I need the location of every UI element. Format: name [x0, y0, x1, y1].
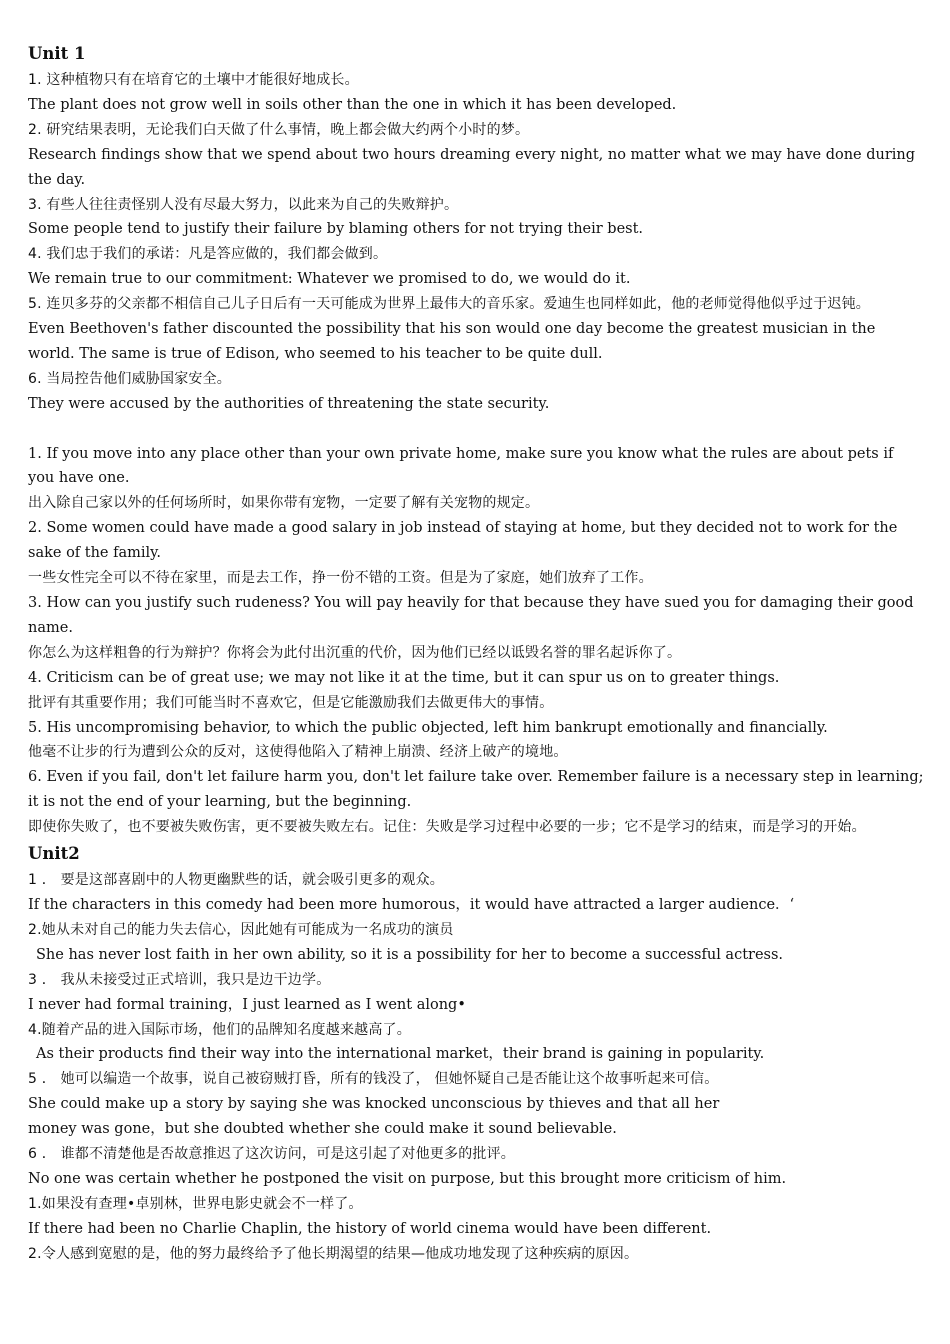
sentence-zh: 一些女性完全可以不待在家里，而是去工作，挣一份不错的工资。但是为了家庭，她们放弃了工作。	[28, 570, 653, 587]
sentence-zh: 你怎么为这样粗鲁的行为辩护？你将会为此付出沉重的代价，因为他们已经以诋毁名誉的罪名起诉你了。	[28, 644, 682, 661]
sentence-zh: 5 ． 她可以编造一个故事，说自己被窃贼打昏，所有的钱没了， 但她怀疑自己是否能让这个故事听起来可信。	[28, 1071, 719, 1088]
unit1-translation-section-1	[28, 68, 924, 417]
sentence-zh: 2.令人感到宽慰的是，他的努力最终给予了他长期渴望的结果—他成功地发现了这种疾病的原因。	[28, 1245, 639, 1262]
sentence-en: 2. Some women could have made a good salary in job instead of staying at home, but they decided not to work for the sake of the family.	[28, 520, 898, 562]
sentence-zh: 1.如果没有查理•卓别林，世界电影史就会不一样了。	[28, 1195, 363, 1212]
sentence-en: 3. How can you justify such rudeness? You will pay heavily for that because they have sued you for damaging their good name.	[28, 595, 914, 636]
sentence-en: No one was certain whether he postponed the visit on purpose, but this brought more criticism of him.	[28, 1170, 787, 1187]
sentence-en: She could make up a story by saying she was knocked unconscious by thieves and that all her	[28, 1096, 720, 1113]
unit1-heading: Unit 1	[28, 44, 86, 63]
sentence-en: The plant does not grow well in soils other than the one in which it has been developed.	[28, 96, 677, 113]
sentence-zh: 3. 有些人往往责怪别人没有尽最大努力，以此来为自己的失败辩护。	[28, 196, 459, 213]
sentence-en: I never had formal training，I just learned as I went along•	[28, 996, 466, 1013]
sentence-en: Even Beethoven's father discounted the possibility that his son would one day become the greatest musician in the world. The same is true of Edison, who seemed to his teacher to be quite dull.	[28, 321, 876, 362]
sentence-zh: 4.随着产品的进入国际市场，他们的品牌知名度越来越高了。	[28, 1021, 411, 1038]
sentence-en: They were accused by the authorities of threatening the state security.	[28, 395, 550, 412]
sentence-zh: 5. 连贝多芬的父亲都不相信自己儿子日后有一天可能成为世界上最伟大的音乐家。爱迪生也同样如此，他的老师觉得他似乎过于迟钝。	[28, 296, 871, 313]
sentence-en: She has never lost faith in her own ability, so it is a possibility for her to become a successful actress.	[36, 946, 784, 963]
sentence-zh: 3 ． 我从未接受过正式培训，我只是边干边学。	[28, 971, 331, 988]
sentence-en: Some people tend to justify their failure by blaming others for not trying their best.	[28, 221, 644, 238]
sentence-zh: 2. 研究结果表明，无论我们白天做了什么事情，晚上都会做大约两个小时的梦。	[28, 121, 530, 138]
sentence-zh: 1 ． 要是这部喜剧中的人物更幽默些的话，就会吸引更多的观众。	[28, 872, 445, 889]
sentence-en: If there had been no Charlie Chaplin, the history of world cinema would have been different.	[28, 1220, 712, 1237]
unit1-translation-section-2	[28, 442, 924, 841]
sentence-en: 1. If you move into any place other than your own private home, make sure you know what the rules are about pets if you have one.	[28, 445, 894, 487]
sentence-en: Research findings show that we spend about two hours dreaming every night, no matter what we may have done during the day.	[28, 146, 916, 188]
sentence-zh: 4. 我们忠于我们的承诺：凡是答应做的，我们都会做到。	[28, 246, 388, 263]
sentence-en: As their products find their way into the international market，their brand is gaining in popularity.	[36, 1046, 765, 1063]
sentence-zh: 6. 当局控告他们威胁国家安全。	[28, 370, 232, 387]
unit2-translation-section	[28, 868, 924, 1267]
unit2-heading: Unit2	[28, 844, 80, 864]
sentence-en: 5. His uncompromising behavior, to which the public objected, left him bankrupt emotionally and financially.	[28, 719, 828, 736]
sentence-en: 4. Criticism can be of great use; we may not like it at the time, but it can spur us on to greater things.	[28, 669, 780, 686]
section-spacer	[28, 417, 924, 442]
sentence-zh: 批评有其重要作用；我们可能当时不喜欢它，但是它能激励我们去做更伟大的事情。	[28, 694, 554, 711]
sentence-zh: 他毫不让步的行为遭到公众的反对，这使得他陷入了精神上崩溃、经济上破产的境地。	[28, 744, 568, 761]
sentence-en: If the characters in this comedy had been more humorous，it would have attracted a larger audience．‘	[28, 896, 795, 913]
sentence-zh: 1. 这种植物只有在培育它的土壤中才能很好地成长。	[28, 72, 359, 88]
sentence-en: 6. Even if you fail, don't let failure harm you, don't let failure take over. Remember failure is a necessary step in learning; it is not the end of your learning, but the beginning.	[28, 769, 924, 811]
sentence-zh: 2.她从未对自己的能力失去信心，因此她有可能成为一名成功的演员	[28, 921, 454, 938]
sentence-en: We remain true to our commitment: Whatever we promised to do, we would do it.	[28, 271, 631, 288]
sentence-zh: 出入除自己家以外的任何场所时，如果你带有宠物，一定要了解有关宠物的规定。	[28, 495, 540, 512]
sentence-zh: 即使你失败了，也不要被失败伤害，更不要被失败左右。记住：失败是学习过程中必要的一步；它不是学习的结束，而是学习的开始。	[28, 819, 866, 836]
sentence-en: money was gone，but she doubted whether she could make it sound believable.	[28, 1121, 617, 1138]
sentence-zh: 6 ． 谁都不清楚他是否故意推迟了这次访问，可是这引起了对他更多的批评。	[28, 1146, 516, 1163]
